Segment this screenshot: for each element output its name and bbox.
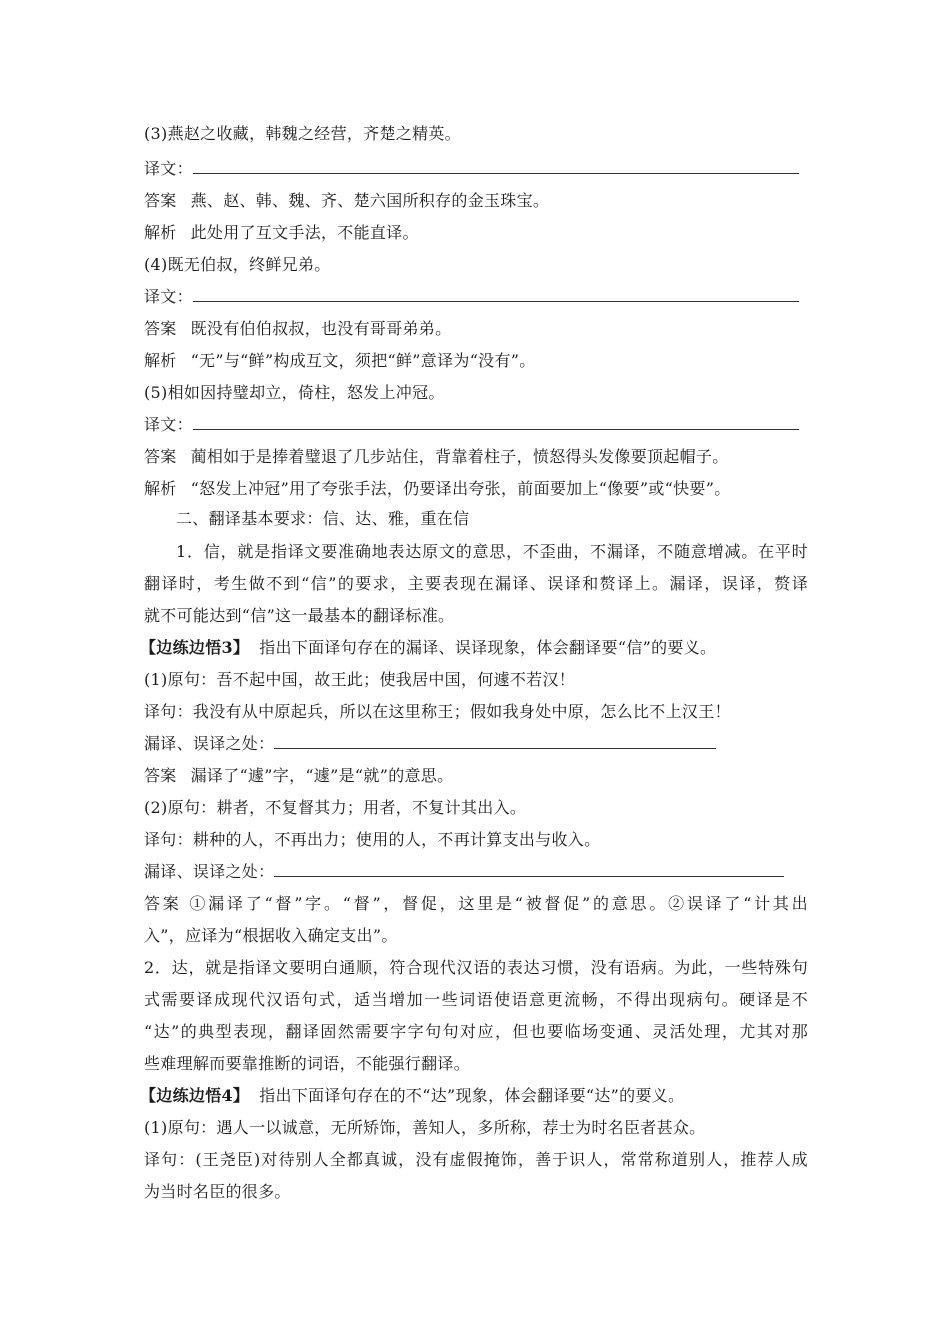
answer-label: 答案 <box>144 766 177 785</box>
question-4-analysis <box>144 350 824 372</box>
translation-label: 译文： <box>144 415 193 434</box>
analysis-label: 解析 <box>144 479 177 498</box>
answer-text: ①漏译了“督”字。“督”，督促，这里是“被督促”的意思。②误译了“计其出 <box>189 894 808 913</box>
answer-label: 答案 <box>144 191 177 210</box>
exercise-3-q2-answer-line-1 <box>144 893 808 915</box>
exercise-4-q1-translation-line-2: 为当时名臣的很多。 <box>144 1182 291 1201</box>
question-4-answer <box>144 318 824 340</box>
exercise-4-q1-source: (1)原句：遇人一以诚意，无所矫饰，善知人，多所称，荐士为时名臣者甚众。 <box>144 1118 706 1137</box>
exercise-3-instruction: 指出下面译句存在的漏译、误译现象，体会翻译要“信”的要义。 <box>259 638 717 657</box>
translation-blank[interactable] <box>193 287 799 302</box>
error-blank[interactable] <box>274 734 716 749</box>
translation-blank[interactable] <box>193 415 799 430</box>
question-5-answer <box>144 446 824 468</box>
analysis-label: 解析 <box>144 351 177 370</box>
analysis-text: “无”与“鲜”构成互文，须把“鲜”意译为“没有”。 <box>190 351 536 370</box>
analysis-label: 解析 <box>144 223 177 242</box>
question-5-source: (5)相如因持璧却立，倚柱，怒发上冲冠。 <box>144 383 445 402</box>
paragraph-1-line-2: 翻译时，考生做不到“信”的要求，主要表现在漏译、误译和赘译上。漏译，误译，赘译 <box>144 574 808 593</box>
exercise-3-header <box>140 637 820 659</box>
exercise-4-instruction: 指出下面译句存在的不“达”现象，体会翻译要“达”的要义。 <box>259 1086 685 1105</box>
question-3-analysis <box>144 222 824 244</box>
exercise-3-q2-answer-line-2: 入”，应译为“根据收入确定支出”。 <box>144 926 398 945</box>
paragraph-2-line-1: 2．达，就是指译文要明白通顺，符合现代汉语的表达习惯，没有语病。为此，一些特殊句 <box>144 958 808 977</box>
paragraph-2-line-4: 些难理解而要靠推断的词语，不能强行翻译。 <box>144 1054 471 1073</box>
translation-label: 译文： <box>144 287 193 306</box>
question-4-translation-row <box>144 286 824 308</box>
section-heading: 二、翻译基本要求：信、达、雅，重在信 <box>176 509 470 528</box>
question-5-translation-row <box>144 414 824 436</box>
answer-label: 答案 <box>144 447 177 466</box>
answer-text: 蔺相如于是捧着璧退了几步站住，背靠着柱子，愤怒得头发像要顶起帽子。 <box>190 447 729 466</box>
analysis-text: 此处用了互文手法，不能直译。 <box>190 223 419 242</box>
question-5-analysis <box>144 478 824 500</box>
exercise-3-q2-error-row <box>144 861 824 883</box>
question-4-source: (4)既无伯叔，终鲜兄弟。 <box>144 255 331 274</box>
translation-blank[interactable] <box>193 159 799 174</box>
exercise-4-tag: 【边练边悟4】 <box>140 1086 250 1105</box>
exercise-3-q1-error-row <box>144 733 824 755</box>
exercise-3-tag: 【边练边悟3】 <box>140 638 250 657</box>
answer-text: 燕、赵、韩、魏、齐、楚六国所积存的金玉珠宝。 <box>190 191 550 210</box>
question-3-answer <box>144 190 824 212</box>
translation-label: 译文： <box>144 159 193 178</box>
exercise-4-q1-translation-line-1: 译句：(王尧臣)对待别人全都真诚，没有虚假掩饰，善于识人，常常称道别人，推荐人成 <box>144 1150 808 1169</box>
exercise-3-q2-source: (2)原句：耕者，不复督其力；用者，不复计其出入。 <box>144 798 527 817</box>
answer-text: 漏译了“遽”字，“遽”是“就”的意思。 <box>190 766 454 785</box>
paragraph-2-line-2: 式需要译成现代汉语句式，适当增加一些词语使语意更流畅，不得出现病句。硬译是不 <box>144 990 808 1009</box>
answer-text: 既没有伯伯叔叔，也没有哥哥弟弟。 <box>190 319 452 338</box>
analysis-text: “怒发上冲冠”用了夸张手法，仍要译出夸张，前面要加上“像要”或“快要”。 <box>190 479 731 498</box>
exercise-3-q1-source: (1)原句：吾不起中国，故王此；使我居中国，何遽不若汉！ <box>144 670 576 689</box>
exercise-3-q1-answer <box>144 765 824 787</box>
answer-label: 答案 <box>144 319 177 338</box>
answer-label: 答案 <box>144 894 182 913</box>
paragraph-1-line-3: 就不可能达到“信”这一最基本的翻译标准。 <box>144 606 455 625</box>
exercise-3-q1-translation: 译句：我没有从中原起兵，所以在这里称王；假如我身处中原，怎么比不上汉王！ <box>144 702 731 721</box>
paragraph-1-line-1: 1．信，就是指译文要准确地表达原文的意思，不歪曲，不漏译，不随意增减。在平时 <box>176 542 808 561</box>
question-3-translation-row <box>144 158 824 180</box>
question-3-source: (3)燕赵之收藏，韩魏之经营，齐楚之精英。 <box>144 124 461 143</box>
paragraph-2-line-3: “达”的典型表现，翻译固然需要字字句句对应，但也要临场变通、灵活处理，尤其对那 <box>144 1022 808 1041</box>
error-blank[interactable] <box>274 862 784 877</box>
error-label: 漏译、误译之处： <box>144 734 275 753</box>
exercise-4-header <box>140 1085 820 1107</box>
error-label: 漏译、误译之处： <box>144 862 275 881</box>
exercise-3-q2-translation: 译句：耕种的人，不再出力；使用的人，不再计算支出与收入。 <box>144 830 601 849</box>
